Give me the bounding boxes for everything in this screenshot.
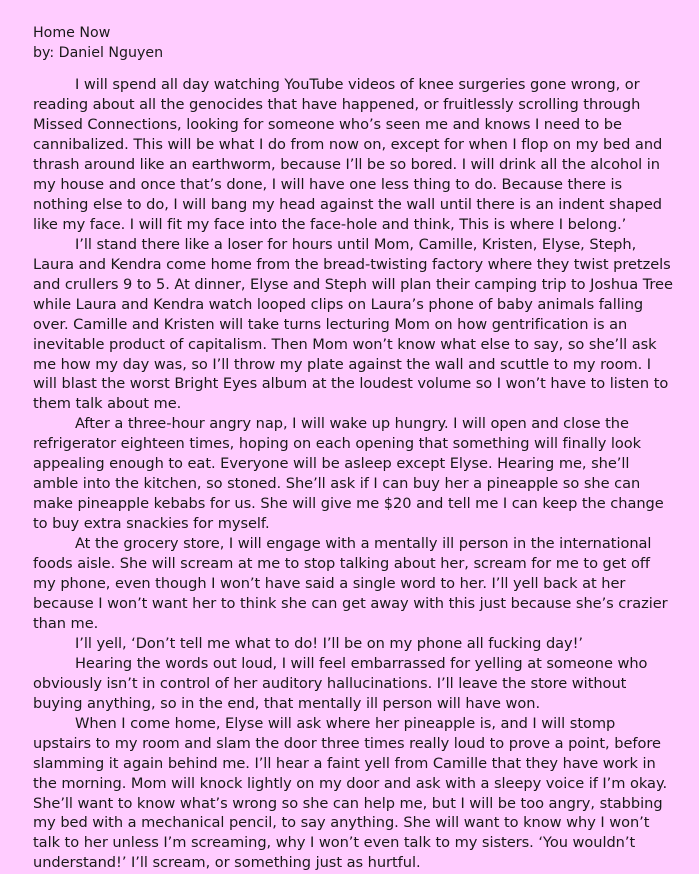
- story-paragraph-4: At the grocery store, I will engage with a mentally ill person in the international foods aisle. She will scream at me to stop talking about her, scream for me to get off my phone, even though I won’t have said a single word to her. I’ll yell back at her because I won’t want her to think she can get away with this just because she’s crazier than me.: [33, 535, 668, 632]
- author-byline: by: Daniel Nguyen: [33, 44, 164, 61]
- document-title: Home Now: [33, 25, 111, 41]
- story-paragraph-1: I will spend all day watching YouTube videos of knee surgeries gone wrong, or reading about all the genocides that have happened, or fruitlessly scrolling through Missed Connections, looking for someone who’s seen me and knows I need to be cannibalized. This will be what I do from now on, except for when I flop on my bed and thrash around like an earthworm, because I’ll be so bored. I will drink all the alcohol in my house and once that’s done, I will have one less thing to do. Because there is nothing else to do, I will bang my head against the wall until there is an indent shaped like my face. I will fit my face into the face-hole and think, This is where I belong.’: [33, 76, 663, 233]
- story-paragraph-7: When I come home, Elyse will ask where her pineapple is, and I will stomp upstairs to my room and slam the door three times really loud to prove a point, before slamming it again behind me. I’ll hear a faint yell from Camille that they have work in the morning. Mom will knock lightly on my door and ask with a sleepy voice if I’m okay. She’ll want to know what’s wrong so she can help me, but I will be too angry, stabbing my bed with a mechanical pencil, to say anything. She will want to know why I won’t talk to her unless I’m screaming, why I won’t even talk to my sisters. ‘You wouldn’t understand!’ I’ll scream, or something just as hurtful.: [33, 714, 668, 872]
- story-paragraph-6: Hearing the words out loud, I will feel embarrassed for yelling at someone who obviously isn’t in control of her auditory hallucinations. I’ll leave the store without buying anything, so in the end, that mentally ill person will have won.: [33, 654, 648, 712]
- story-paragraph-3: After a three-hour angry nap, I will wake up hungry. I will open and close the refrigerator eighteen times, hoping on each opening that something will finally look appealing enough to eat. Everyone will be asleep except Elyse. Hearing me, she’ll amble into the kitchen, so stoned. She’ll ask if I can buy her a pineapple so she can make pineapple kebabs for us. She will give me $20 and tell me I can keep the change to buy extra snackies for myself.: [33, 415, 664, 533]
- story-paragraph-5: I’ll yell, ‘Don’t tell me what to do! I’ll be on my phone all fucking day!’: [75, 634, 584, 652]
- story-paragraph-2: I’ll stand there like a loser for hours until Mom, Camille, Kristen, Elyse, Steph, Laura and Kendra come home from the bread-twisting factory where they twist pretzels and crullers 9 to 5. At dinner, Elyse and Steph will plan their camping trip to Joshua Tree while Laura and Kendra watch looped clips on Laura’s phone of baby animals falling over. Camille and Kristen will take turns lecturing Mom on how gentrification is an inevitable product of capitalism. Then Mom won’t know what else to say, so she’ll ask me how my day was, so I’ll throw my plate against the wall and scuttle to my room. I will blast the worst Bright Eyes album at the loudest volume so I won’t have to listen to them talk about me.: [33, 235, 673, 413]
- story-body: [33, 75, 675, 873]
